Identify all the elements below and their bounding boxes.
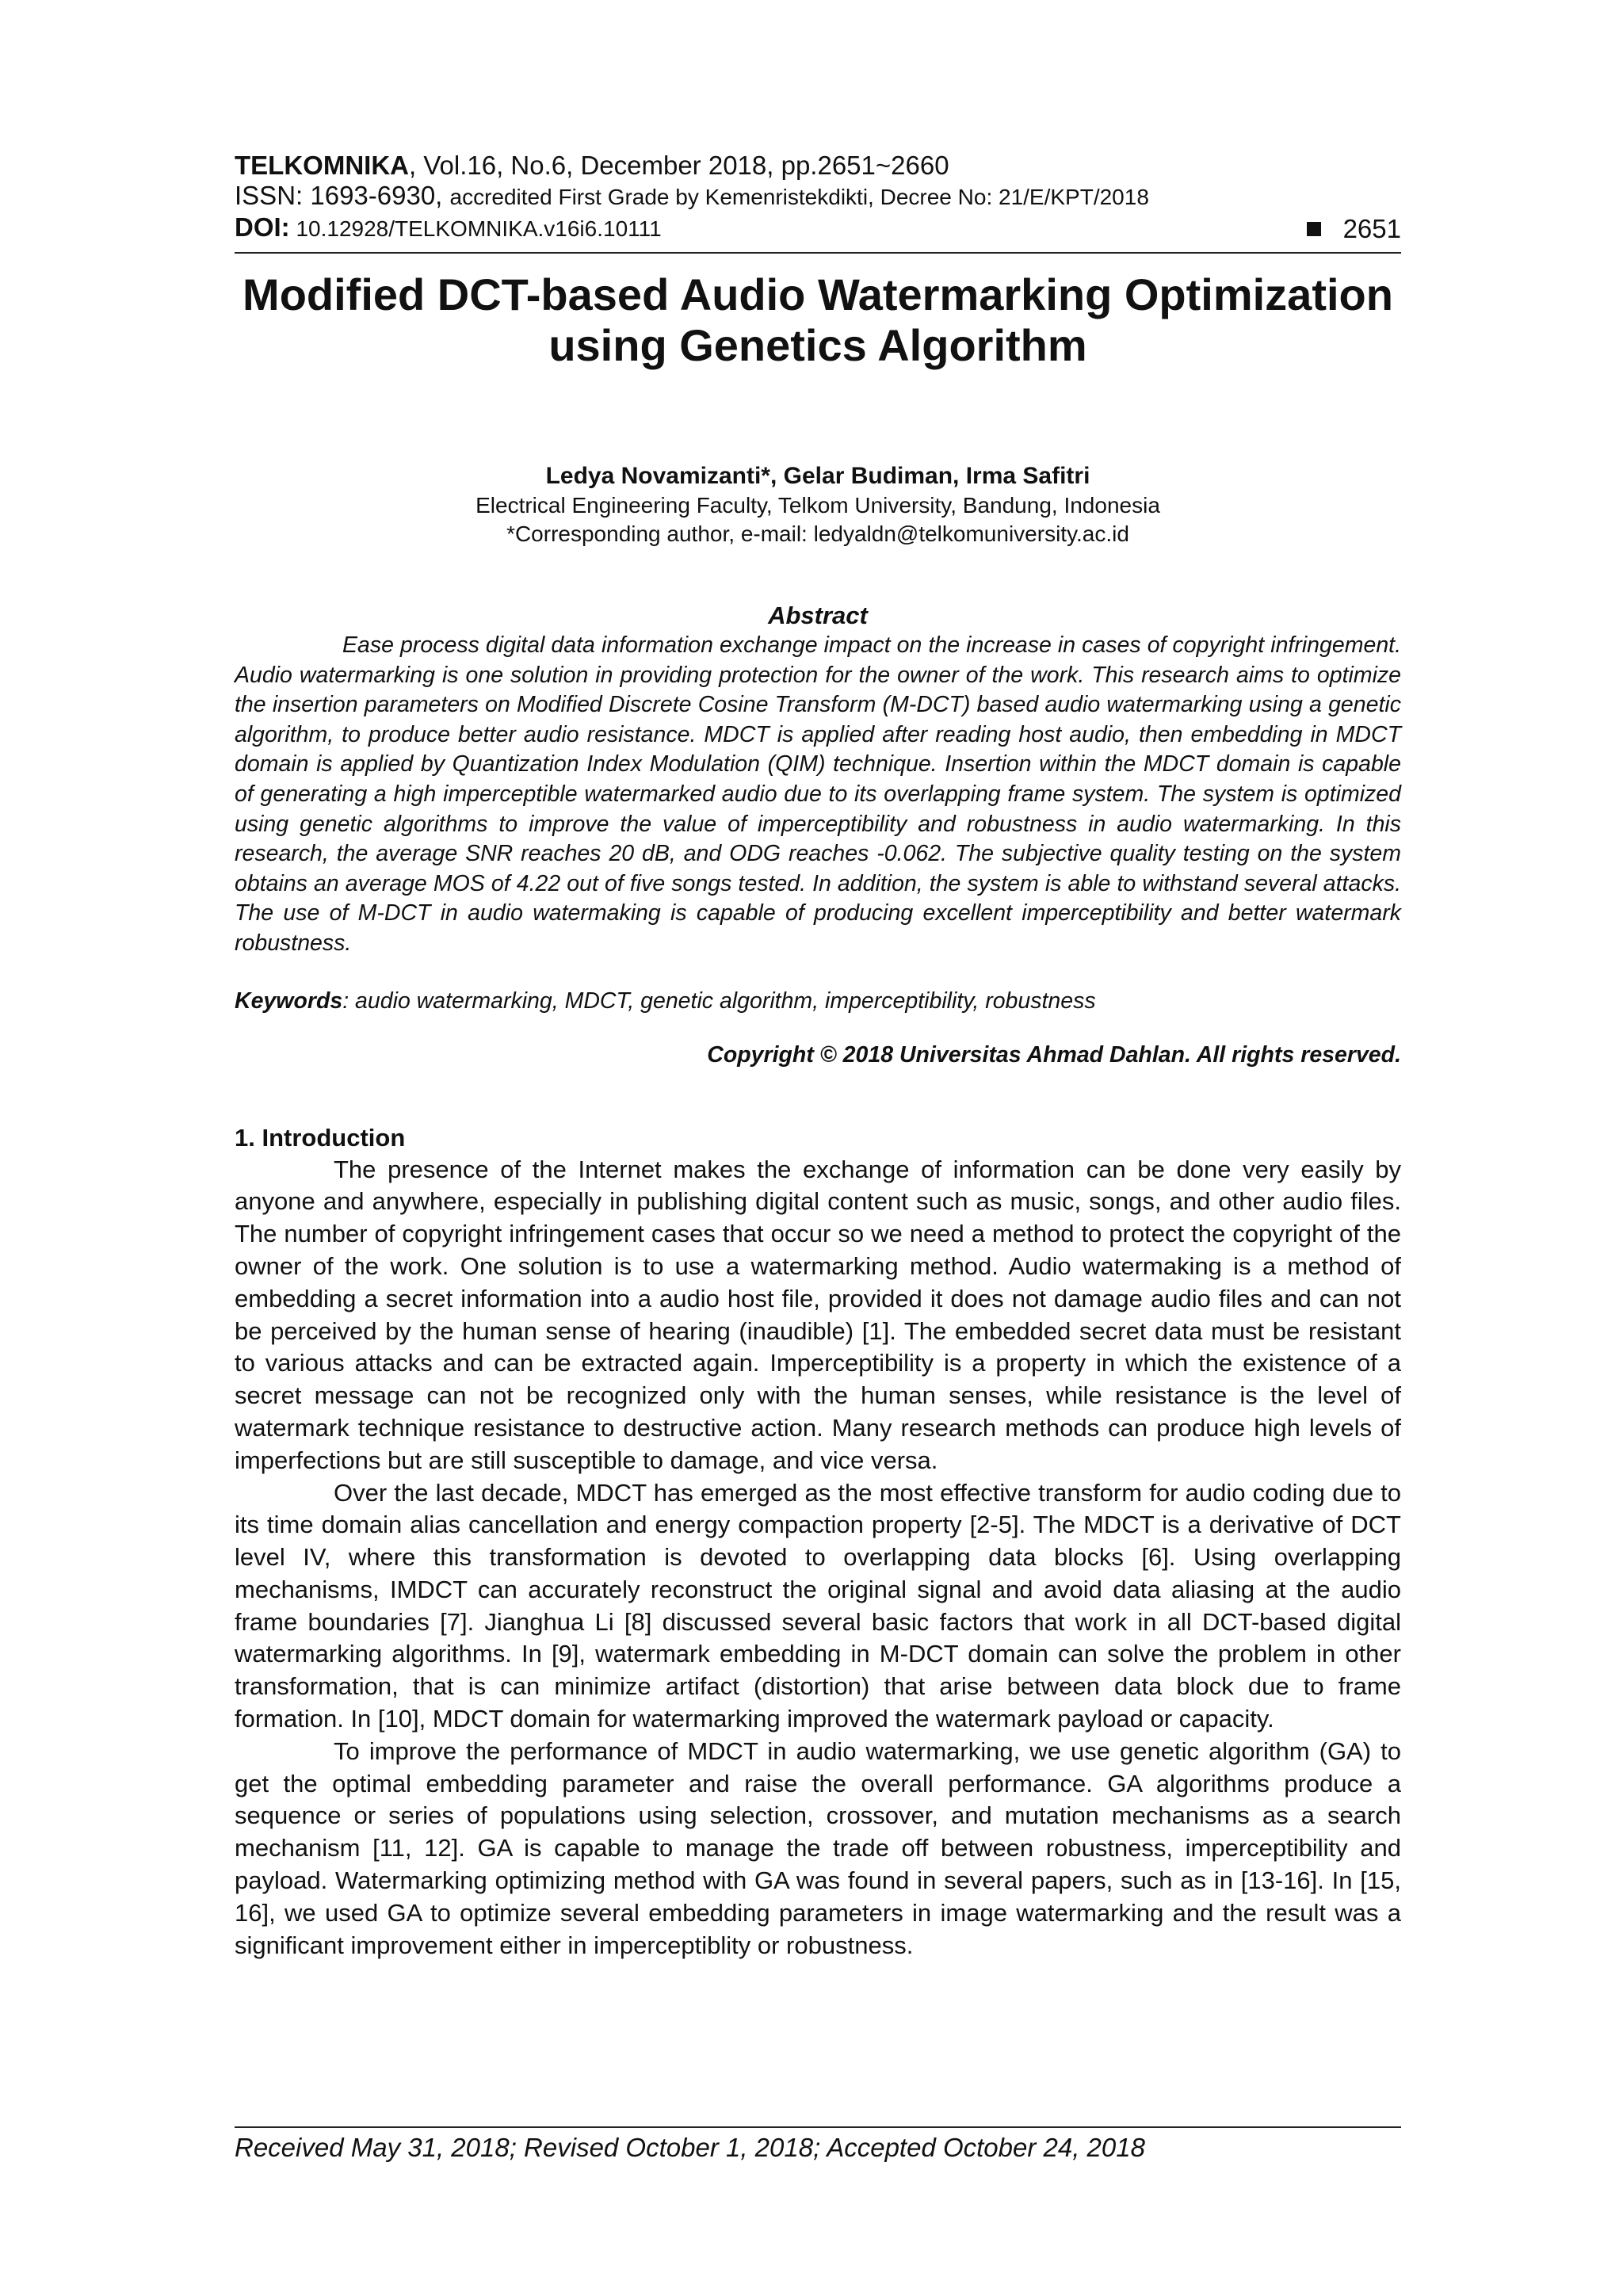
footer-rule — [235, 2126, 1401, 2128]
received-dates: Received May 31, 2018; Revised October 1, 2018; Accepted October 24, 2018 — [235, 2133, 1145, 2162]
intro-paragraph-3: To improve the performance of MDCT in audio watermarking, we use genetic algorithm (GA) to get the optimal embedding parameter and raise the overall performance. GA algorithms produce a sequence or series of populations using selection, crossover, and mutation mechanisms as a search mechanism [11, 12]. GA is capable to manage the trade off between robustness, imperceptibility and payload. Watermarking optimizing method with GA was found in several papers, such as in [13-16]. In [15, 16], we used GA to optimize several embedding parameters in image watermarking and the result was a significant improvement either in imperceptiblity or robustness. — [235, 1736, 1401, 1959]
copyright-notice: Copyright © 2018 Universitas Ahmad Dahlan. All rights reserved. — [707, 1041, 1401, 1068]
affiliation: Electrical Engineering Faculty, Telkom University, Bandung, Indonesia — [475, 493, 1160, 518]
square-bullet-icon — [1307, 222, 1321, 236]
paper-title — [235, 269, 1401, 371]
title-line-1: Modified DCT-based Audio Watermarking Optimization — [242, 269, 1393, 319]
header-rule — [235, 252, 1401, 254]
issn-label: ISSN: 1693-6930, — [235, 181, 450, 210]
journal-citation — [235, 151, 1401, 181]
doi-label: DOI: — [235, 212, 290, 242]
accreditation-info: accredited First Grade by Kemenristekdikti, Decree No: 21/E/KPT/2018 — [449, 185, 1149, 209]
author-list: Ledya Novamizanti*, Gelar Budiman, Irma Safitri — [545, 463, 1090, 489]
paper-page — [235, 151, 1401, 1962]
doi-value: 10.12928/TELKOMNIKA.v16i6.10111 — [289, 216, 662, 241]
journal-name: TELKOMNIKA — [235, 151, 409, 180]
intro-paragraph-2: Over the last decade, MDCT has emerged as the most effective transform for audio coding due to its time domain alias cancellation and energy compaction property [2-5]. The MDCT is a derivative of DCT level IV, where this transformation is devoted to overlapping data blocks [6]. Using overlapping mechanisms, IMDCT can accurately reconstruct the original signal and avoid data aliasing at the audio frame boundaries [7]. Jianghua Li [8] discussed several basic factors that work in all DCT-based digital watermarking algorithms. In [9], watermark embedding in M-DCT domain can solve the problem in other transformation, that is can minimize artifact (distortion) that arise between data block due to frame formation. In [10], MDCT domain for watermarking improved the watermark payload or capacity. — [235, 1478, 1401, 1733]
title-line-2: using Genetics Algorithm — [548, 320, 1087, 370]
page-number: 2651 — [1342, 214, 1401, 243]
page-number-block — [1307, 214, 1401, 244]
section-heading-introduction: 1. Introduction — [235, 1123, 406, 1152]
abstract-heading: Abstract — [768, 602, 868, 629]
doi-line — [235, 212, 662, 244]
intro-paragraph-1: The presence of the Internet makes the exchange of information can be done very easily by anyone and anywhere, especially in publishing digital content such as music, songs, and other audio files. The number of copyright infringement cases that occur so we need a method to protect the copyright of the owner of the work. One solution is to use a watermarking method. Audio watermaking is a method of embedding a secret information into a audio host file, provided it does not damage audio files and can not be perceived by the human sense of hearing (inaudible) [1]. The embedded secret data must be resistant to various attacks and can be extracted again. Imperceptibility is a property in which the existence of a secret message can not be recognized only with the human senses, while resistance is the level of watermark technique resistance to destructive action. Many research methods can produce high levels of imperfections but are still susceptible to damage, and vice versa. — [235, 1155, 1401, 1474]
keywords-line — [235, 986, 1401, 1016]
keywords-text: : audio watermarking, MDCT, genetic algorithm, imperceptibility, robustness — [342, 988, 1096, 1014]
abstract-text: Ease process digital data information exchange impact on the increase in cases of copyright infringement. Audio watermarking is one solution in providing protection for the owner of the work. This research aims to optimize the insertion parameters on Modified Discrete Cosine Transform (M-DCT) based audio watermarking using a genetic algorithm, to produce better audio resistance. MDCT is applied after reading host audio, then embedding in MDCT domain is applied by Quantization Index Modulation (QIM) technique. Insertion within the MDCT domain is capable of generating a high imperceptible watermarked audio due to its overlapping frame system. The system is optimized using genetic algorithms to improve the value of imperceptibility and robustness in audio watermarking. In this research, the average SNR reaches 20 dB, and ODG reaches -0.062. The subjective quality testing on the system obtains an average MOS of 4.22 out of five songs tested. In addition, the system is able to withstand several attacks. The use of M-DCT in audio watermaking is capable of producing excellent imperceptibility and better watermark robustness. — [235, 632, 1401, 956]
keywords-label: Keywords — [235, 988, 343, 1014]
corresponding-author: *Corresponding author, e-mail: ledyaldn@telkomuniversity.ac.id — [506, 521, 1129, 546]
journal-volume-info: , Vol.16, No.6, December 2018, pp.2651~2660 — [408, 151, 949, 180]
doi-row — [235, 212, 1401, 244]
issn-line — [235, 181, 1401, 212]
